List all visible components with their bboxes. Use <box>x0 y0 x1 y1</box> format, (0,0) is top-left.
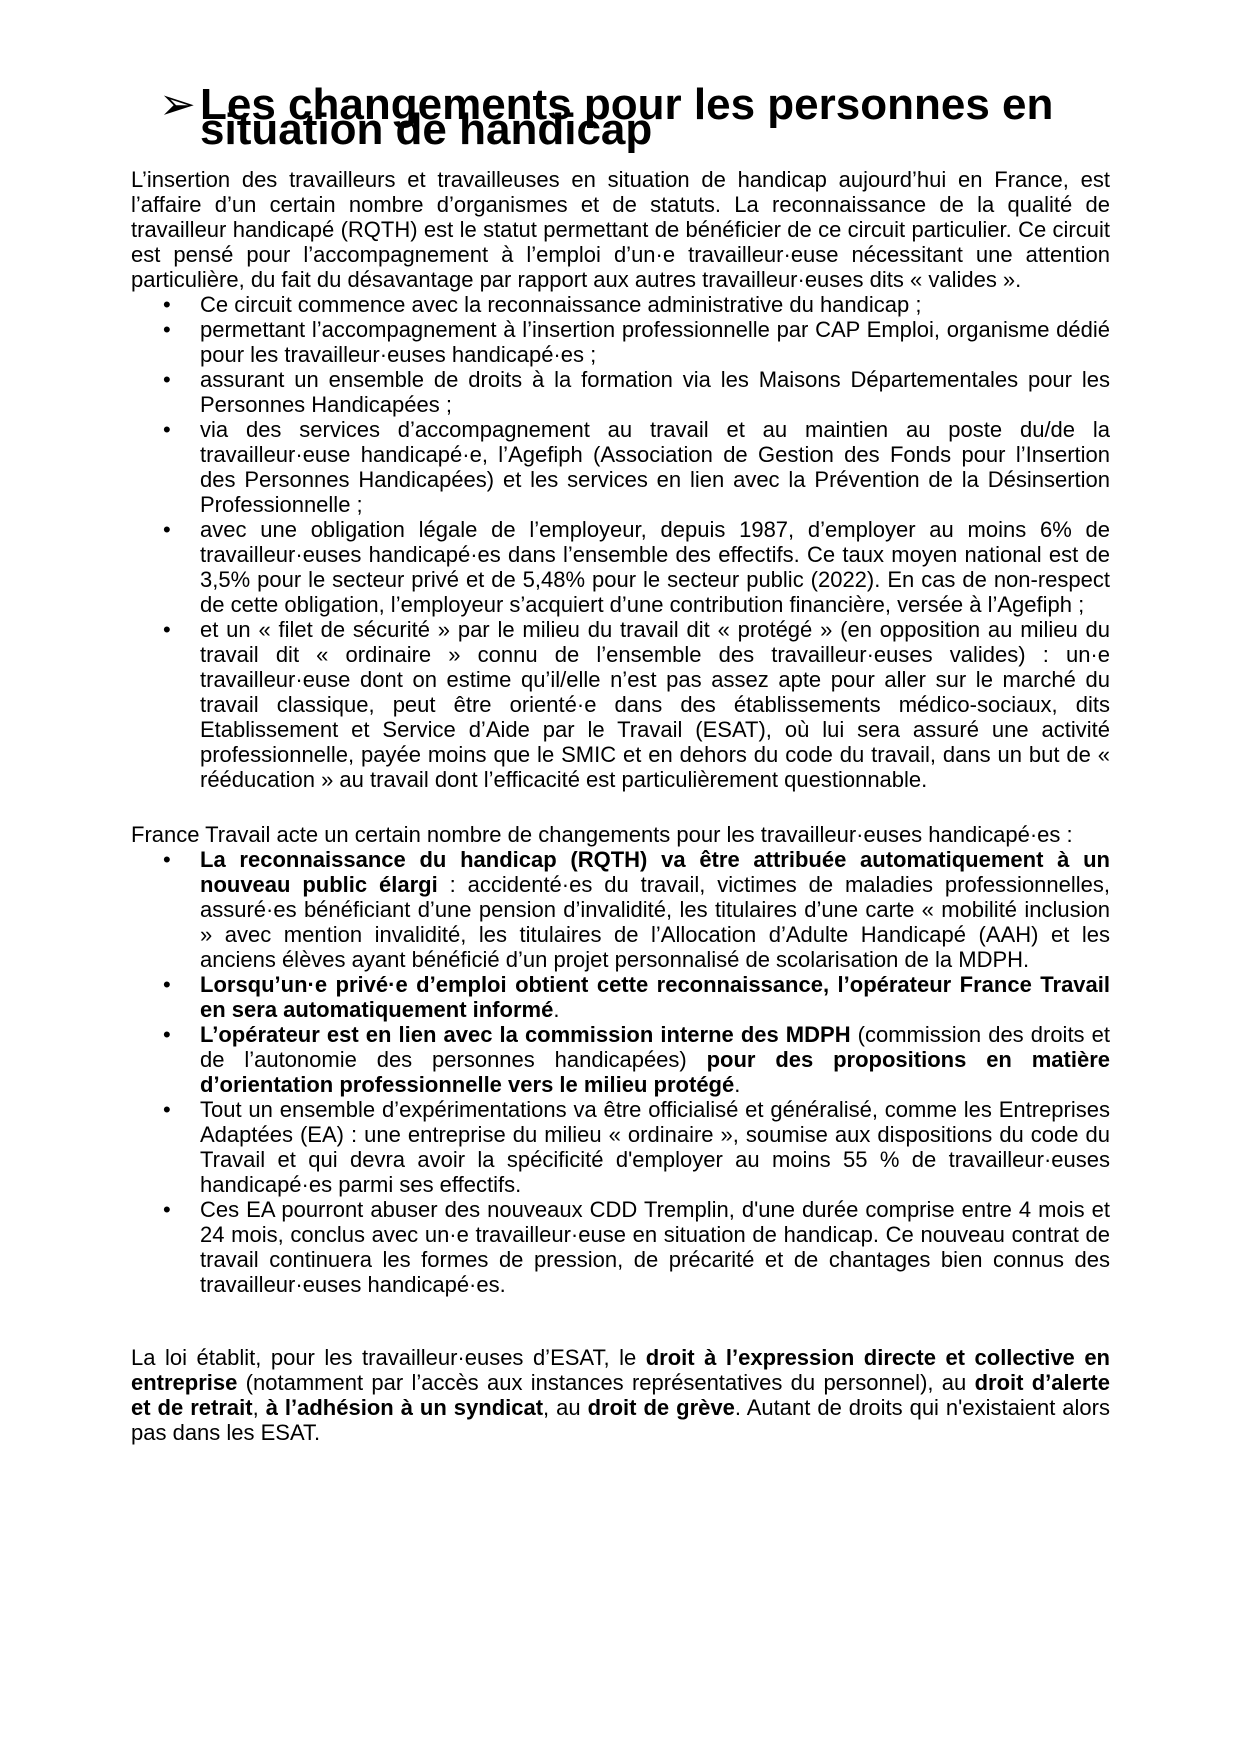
bullet-icon: • <box>163 847 171 872</box>
list-item <box>131 292 1110 317</box>
list-item-text: La reconnaissance du handicap (RQTH) va être attribuée automatiquement à un nouveau public élargi : accidenté·es du travail, victimes de maladies professionnelles, assuré·es bénéficiant d’une pension d’invalidité, les titulaires d’une carte « mobilité inclusion » avec mention invalidité, les titulaires de l’Allocation d’Adulte Handicapé (AAH) et les anciens élèves ayant bénéficié d’un projet personnalisé de scolarisation de la MDPH. <box>200 847 1111 972</box>
list-item-text: Tout un ensemble d’expérimentations va être officialisé et généralisé, comme les Entreprises Adaptées (EA) : une entreprise du milieu « ordinaire », soumise aux dispositions du code du Travail et qui devra avoir la spécificité d'employer au moins 55 % de travailleur·euses handicapé·es parmi ses effectifs. <box>200 1097 1110 1197</box>
bullet-icon: • <box>163 1022 171 1047</box>
list-item-text: Ces EA pourront abuser des nouveaux CDD Tremplin, d'une durée comprise entre 4 mois et 24 mois, conclus avec un·e travailleur·euse en situation de handicap. Ce nouveau contrat de travail continuera les formes de pression, de précarité et de chantages bien connus des travailleur·euses handicapé·es. <box>200 1197 1110 1297</box>
section-heading <box>131 80 1110 154</box>
list-item <box>131 617 1110 792</box>
list-item <box>131 1097 1110 1197</box>
list-item <box>131 1022 1110 1097</box>
closing-paragraph: La loi établit, pour les travailleur·euses d’ESAT, le droit à l’expression directe et collective en entreprise (notamment par l’accès aux instances représentatives du personnel), au droit d’alerte et de retrait, à l’adhésion à un syndicat, au droit de grève. Autant de droits qui n'existaient alors pas dans les ESAT. <box>131 1345 1110 1445</box>
list-item <box>131 367 1110 417</box>
current-system-bullet-list <box>131 292 1110 792</box>
list-item-text: permettant l’accompagnement à l’insertion professionnelle par CAP Emploi, organisme dédié pour les travailleur·euses handicapé·es ; <box>200 317 1110 367</box>
bullet-icon: • <box>163 367 171 392</box>
list-item <box>131 517 1110 617</box>
bullet-icon: • <box>163 972 171 997</box>
list-item-text: et un « filet de sécurité » par le milieu du travail dit « protégé » (en opposition au milieu du travail dit « ordinaire » connu de l’ensemble des travailleur·euses valides) : un·e travailleur·euse dont on estime qu’il/elle n’est pas assez apte pour aller sur le marché du travail classique, peut être orienté·e dans des établissements médico-sociaux, dits Etablissement et Service d’Aide par le Travail (ESAT), où lui sera assuré une activité professionnelle, payée moins que le SMIC et en dehors du code du travail, dans un but de « rééducation » au travail dont l’efficacité est particulièrement questionnable. <box>200 617 1110 792</box>
list-item <box>131 847 1110 972</box>
bullet-icon: • <box>163 1197 171 1222</box>
list-item <box>131 317 1110 367</box>
document-content <box>131 80 1111 1445</box>
bullet-icon: • <box>163 1097 171 1122</box>
bullet-icon: • <box>163 617 171 642</box>
bullet-icon: • <box>163 292 171 317</box>
section-heading-text: Les changements pour les personnes en situation de handicap <box>200 80 1054 154</box>
list-item-text: assurant un ensemble de droits à la formation via les Maisons Départementales pour les Personnes Handicapées ; <box>200 367 1110 417</box>
bullet-icon: • <box>163 517 171 542</box>
arrow-bullet-icon: ➢ <box>159 80 196 129</box>
list-item-text: via des services d’accompagnement au travail et au maintien au poste du/de la travailleur·euse handicapé·e, l’Agefiph (Association de Gestion des Fonds pour l’Insertion des Personnes Handicapées) et les services en lien avec la Prévention de la Désinsertion Professionnelle ; <box>200 417 1110 517</box>
list-item-text: L’opérateur est en lien avec la commission interne des MDPH (commission des droits et de l’autonomie des personnes handicapées) pour des propositions en matière d’orientation professionnelle vers le milieu protégé. <box>200 1022 1110 1097</box>
list-item <box>131 417 1110 517</box>
changes-bullet-list <box>131 847 1110 1297</box>
bullet-icon: • <box>163 417 171 442</box>
list-item <box>131 1197 1110 1297</box>
bullet-icon: • <box>163 317 171 342</box>
list-item-text: Lorsqu’un·e privé·e d’emploi obtient cette reconnaissance, l’opérateur France Travail en sera automatiquement informé. <box>200 972 1110 1022</box>
intro-paragraph: L’insertion des travailleurs et travailleuses en situation de handicap aujourd’hui en France, est l’affaire d’un certain nombre d’organismes et de statuts. La reconnaissance de la qualité de travailleur handicapé (RQTH) est le statut permettant de bénéficier de ce circuit particulier. Ce circuit est pensé pour l’accompagnement à l’emploi d’un·e travailleur·euse nécessitant une attention particulière, du fait du désavantage par rapport aux autres travailleur·euses dits « valides ». <box>131 167 1110 292</box>
list-item-text: Ce circuit commence avec la reconnaissance administrative du handicap ; <box>200 292 922 317</box>
section2-intro-paragraph: France Travail acte un certain nombre de changements pour les travailleur·euses handicapé·es : <box>131 822 1073 847</box>
list-item <box>131 972 1110 1022</box>
list-item-text: avec une obligation légale de l’employeur, depuis 1987, d’employer au moins 6% de travailleur·euses handicapé·es dans l’ensemble des effectifs. Ce taux moyen national est de 3,5% pour le secteur privé et de 5,48% pour le secteur public (2022). En cas de non-respect de cette obligation, l’employeur s’acquiert d’une contribution financière, versée à l’Agefiph ; <box>200 517 1110 617</box>
